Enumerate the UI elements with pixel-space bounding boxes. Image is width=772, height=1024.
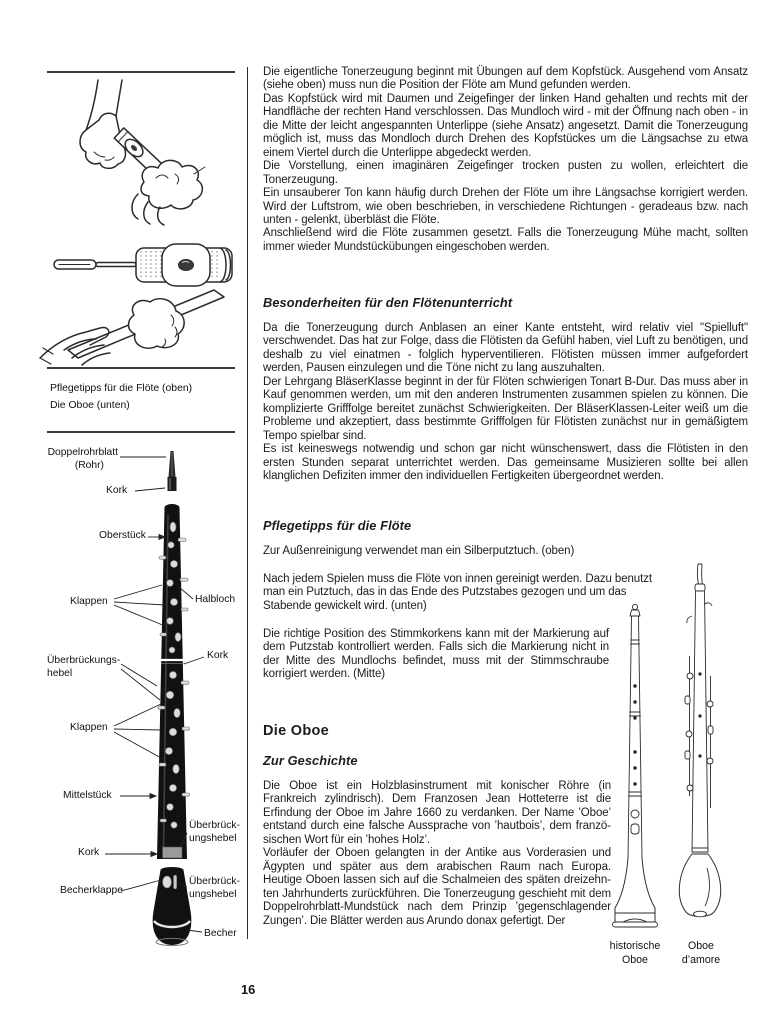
hands-holding-rod-illustration: [38, 288, 233, 366]
label-halbloch: Halbloch: [195, 594, 236, 605]
paragraph: Die eigentliche Tonerzeugung beginnt mit Übungen auf dem Kopfstück. Ausgehend vom Ansatz (siehe oben) muss nun die Position der Flöte am Mund gefunden werden.: [263, 66, 748, 92]
label-kork-top: Kork: [106, 485, 128, 496]
caption-oboe-damore-line2: d’amore: [681, 953, 721, 966]
flute-polishing-hand-illustration: [72, 78, 237, 230]
paragraph: Zur Außenreinigung verwendet man ein Silberputztuch. (oben): [263, 545, 575, 557]
label-klappen-upper: Klappen: [70, 596, 108, 607]
rule-top: [47, 71, 235, 73]
label-ueberbrueckungshebel-bell: [189, 876, 240, 901]
heading-pflegetipps: Pflegetipps für die Flöte: [263, 518, 412, 533]
label-doppelrohrblatt: [44, 447, 118, 472]
caption-historical-oboe-line1: historische: [609, 940, 661, 952]
reed-cork: [168, 477, 177, 491]
paragraph: Die richtige Position des Stimmkorkens kann mit der Markierung auf dem Putzstab kontrolliert werden. Falls sich die Markierung nicht in der Mitte des Mundlochs befindet, muss mit der Stimmschraube korrigiert werden. (Mitte): [263, 628, 609, 681]
oboe-variants-illustration: [598, 556, 748, 941]
oboe-damore-illustration: [679, 564, 720, 917]
left-column-caption: [50, 381, 192, 414]
intro-text-block: [263, 66, 748, 254]
paragraph: Da die Tonerzeugung durch Anblasen an einer Kante entsteht, wird relativ viel "Spielluft" verschwendet. Das hat zur Folge, dass die Flötisten da Gefühl haben, viel Luft zu benötigen, und deshalb zu viel einatmen - folglich hyperventilieren. Flötisten müssen immer aufgefordert werden, Pausen einzulegen und die Töne nicht zu lang auszuhalten.: [263, 322, 748, 375]
paragraph: Der Lehrgang BläserKlasse beginnt in der für Flöten schwierigen Tonart B-Dur. Das muss aber in Kauf genommen werden, um mit den anderen Instrumenten zusammen spielen zu können. Die komplizierte Grifffolge bereitet zunächst Schwierigkeiten. Der BläserKlassen-Leiter weiß um die Probleme und akzeptiert, dass bestimmte Grifffolgen für Flötisten zunächst nur in gemäßigtem Tempo spielbar sind.: [263, 375, 748, 442]
label-doppelrohrblatt-line2: (Rohr): [74, 459, 104, 471]
heading-die-oboe: Die Oboe: [263, 723, 330, 739]
label-uebh-upper-line1: Überbrückungs-: [47, 655, 121, 666]
tenon-cork: [163, 847, 183, 858]
label-uebh-upper-line2: hebel: [47, 667, 73, 679]
label-uebh-bell-line2: ungshebel: [189, 888, 237, 900]
rule-bottom: [47, 431, 235, 433]
floetenunterricht-text-block: [263, 322, 748, 483]
label-kork-middle: Kork: [207, 650, 229, 661]
paragraph: Die Vorstellung, einen imaginären Zeigefinger trocken pusten zu wollen, erleichtert die Tonerzeugung.: [263, 160, 748, 186]
label-uebh-mid-line1: Überbrück-: [189, 820, 240, 831]
caption-historical-oboe: [601, 940, 669, 967]
paragraph: Ein unsauberer Ton kann häufig durch Drehen der Flöte um ihre Längsachse korrigiert werden. Wird der Luftstrom, wie oben beschrieben, in verschiedene Richtungen - geradeaus bzw. nach unten - gelenkt, überbläst die Flöte.: [263, 187, 748, 226]
paragraph: Anschließend wird die Flöte zusammen gesetzt. Falls die Tonerzeugung Mühe macht, sollten immer wieder Mundstückübungen eingeschoben werden.: [263, 227, 748, 253]
caption-line-2: Die Oboe (unten): [50, 399, 130, 411]
label-uebh-bell-line1: Überbrück-: [189, 876, 240, 887]
column-divider: [247, 67, 248, 939]
label-uebh-mid-line2: ungshebel: [189, 832, 237, 844]
heading-floetenunterricht: Besonderheiten für den Flötenunterricht: [263, 295, 513, 310]
rule-middle: [47, 367, 235, 369]
label-klappen-lower: Klappen: [70, 722, 108, 733]
label-doppelrohrblatt-line1: Doppelrohrblatt: [47, 447, 118, 458]
bell-key: [163, 876, 172, 888]
label-mittelstueck: Mittelstück: [63, 790, 112, 801]
historical-oboe-illustration: [613, 604, 658, 927]
label-becher: Becher: [204, 928, 237, 939]
pflegetipps-paragraph-3: [263, 628, 609, 682]
page-number: 16: [241, 982, 256, 997]
caption-historical-oboe-line2: Oboe: [622, 953, 648, 966]
paragraph: Es ist keineswegs notwendig und schon gar nicht wünschenswert, dass die Flötisten in den ersten Stunden separat unterrichtet werden. Das gemeinsame Musizieren sollte bei allen klanglichen Defiziten immer den individuellen Fertigkeiten übergeordnet werden.: [263, 443, 748, 482]
label-ueberbrueckungshebel-upper: [47, 655, 120, 680]
caption-line-1: Pflegetipps für die Flöte (oben): [50, 383, 193, 394]
pflegetipps-paragraph-2: [263, 573, 655, 613]
label-becherklappe: Becherklappe: [60, 885, 123, 896]
paragraph: Die Oboe ist ein Holzblasinstrument mit konischer Röhre (in Frankreich zylindrisch). Dem Franzosen Jean Hotteterre ist die Erfindung der Oboe im Jahre 1660 zu verdanken. Der Name ’Oboe’ entstand durch eine falsche Aussprache von ’hautbois’, dem französischen Wort für ein ’hohes Holz’.: [263, 780, 611, 846]
flute-cleaning-rod-illustration: [50, 240, 240, 292]
paragraph: Nach jedem Spielen muss die Flöte von innen gereinigt werden. Dazu benutzt man ein Putztuch, das in das Ende des Putzstabes gezogen und um das Stabende gewickelt wird. (unten): [263, 573, 652, 612]
paragraph: Das Kopfstück wird mit Daumen und Zeigefinger der linken Hand gehalten und rechts mit der Handfläche der rechten Hand verschlossen. Das Mundloch wird - mit der Öffnung nach oben - in die Mitte der leicht angespannten Unterlippe (siehe Ansatz) angesetzt. Damit die Tonerzeugung möglich ist, muss das Mondloch durch Drehen des Kopfstückes um die Längsachse zu etwa einem Viertel durch die Unterlippe abgedeckt werden.: [263, 92, 748, 159]
diagram-connector-lines: [105, 457, 204, 932]
paragraph: Vorläufer der Oboen gelangten in der Antike aus Vorderasien und Ägypten und später aus dem arabischen Raum nach Europa. Heutige Oboen lassen sich auf die Schalmeien des späten dreizehnten Jahrhunderts zurückführen. Die Tonerzeugung geschieht mit dem Doppelrohrblatt-Mundstück nach dem Prinzip ’gegenschlagender Zungen’. Die Blätter werden aus Arundo donax gefertigt. Der: [263, 847, 611, 927]
caption-oboe-damore: [668, 940, 734, 967]
label-ueberbrueckungshebel-mid: [189, 820, 240, 845]
bell: [153, 870, 192, 945]
oboe-text-block: [263, 780, 611, 928]
label-oberstueck: Oberstück: [99, 530, 146, 541]
heading-zur-geschichte: Zur Geschichte: [263, 753, 358, 768]
caption-oboe-damore-line1: Oboe: [688, 940, 714, 952]
label-kork-bottom: Kork: [78, 847, 100, 858]
